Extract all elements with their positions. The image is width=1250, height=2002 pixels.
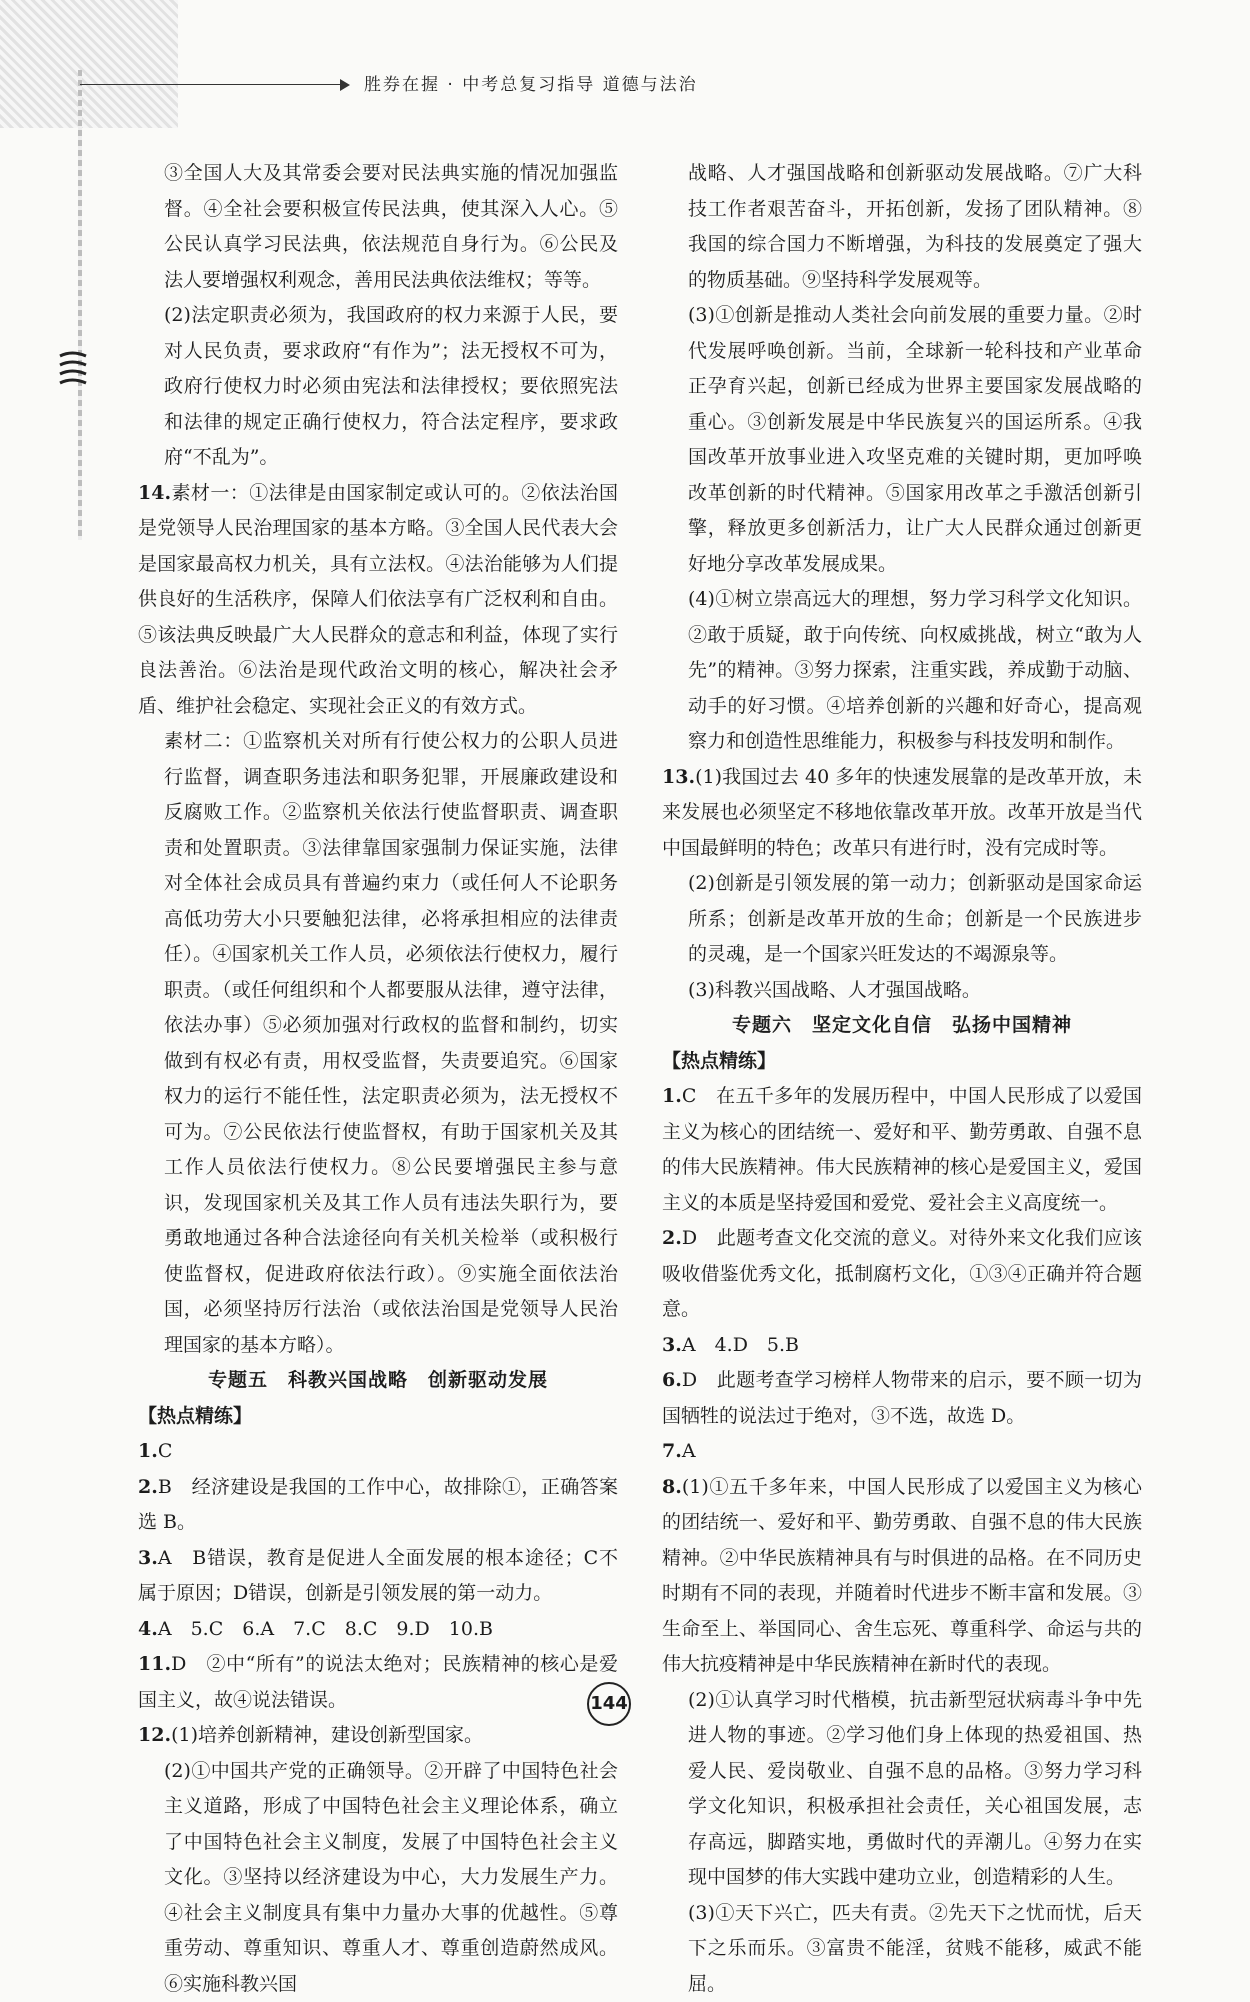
sub-answer-paragraph: (3)科教兴国战略、人才强国战略。 [662,973,1142,1009]
page-number: 144 [587,1682,631,1726]
sub-answer-paragraph: (2)创新是引领发展的第一动力；创新驱动是国家命运所系；创新是改革开放的生命；创新是一个民族进步的灵魂，是一个国家兴旺发达的不竭源泉等。 [662,866,1142,973]
books-icon [56,348,90,392]
sub-answer-paragraph: (3)①创新是推动人类社会向前发展的重要力量。②时代发展呼唤创新。当前，全球新一轮科技和产业革命正孕育兴起，创新已经成为世界主要国家发展战略的重心。③创新发展是中华民族复兴的国运所系。④我国改革开放事业进入攻坚克难的关键时期，更加呼唤改革创新的时代精神。⑤国家用改革之手激活创新引擎，释放更多创新活力，让广大人民群众通过创新更好地分享改革发展成果。 [662,298,1142,582]
answer-item [662,1434,1142,1470]
item-text: (1)我国过去 40 多年的快速发展靠的是改革开放，未来发展也必须坚定不移地依靠改革开放。改革开放是当代中国最鲜明的特色；改革只有进行时，没有完成时等。 [662,766,1142,859]
item-text: B 经济建设是我国的工作中心，故排除①，正确答案选 B。 [138,1476,618,1534]
item-number: 4. [138,1618,158,1640]
sub-answer-paragraph: (4)①树立崇高远大的理想，努力学习科学文化知识。②敢于质疑，敢于向传统、向权威挑战，树立“敢为人先”的精神。③努力探索，注重实践，养成勤于动脑、动手的好习惯。④培养创新的兴趣和好奇心，提高观察力和创造性思维能力，积极参与科技发明和制作。 [662,582,1142,760]
answer-item [662,1221,1142,1328]
item-text: (1)培养创新精神，建设创新型国家。 [171,1724,483,1746]
item-text: 素材一：①法律是由国家制定或认可的。②依法治国是党领导人民治理国家的基本方略。③全国人民代表大会是国家最高权力机关，具有立法权。④法治能够为人们提供良好的生活秩序，保障人们依法享有广泛权利和自由。⑤该法典反映最广大人民群众的意志和利益，体现了实行良法善治。⑥法治是现代政治文明的核心，解决社会矛盾、维护社会稳定、实现社会正义的有效方式。 [138,482,618,717]
answer-item [662,1079,1142,1221]
continued-paragraph: 战略、人才强国战略和创新驱动发展战略。⑦广大科技工作者艰苦奋斗，开拓创新，发扬了团队精神。⑧我国的综合国力不断增强，为科技的发展奠定了强大的物质基础。⑨坚持科学发展观等。 [662,156,1142,298]
answer-item [662,1470,1142,1683]
item-text: D ②中“所有”的说法太绝对；民族精神的核心是爱国主义，故④说法错误。 [138,1653,618,1711]
item-number: 3. [662,1334,682,1356]
item-number: 6. [662,1369,682,1391]
item-number: 7. [662,1440,682,1462]
left-column [138,156,618,2002]
item-text: D 此题考查学习榜样人物带来的启示，要不顾一切为国牺牲的说法过于绝对，③不选，故选 D。 [662,1369,1142,1427]
sub-answer-paragraph: (2)①中国共产党的正确领导。②开辟了中国特色社会主义道路，形成了中国特色社会主义理论体系，确立了中国特色社会主义制度，发展了中国特色社会主义文化。③坚持以经济建设为中心，大力发展生产力。④社会主义制度具有集中力量办大事的优越性。⑤尊重劳动、尊重知识、尊重人才、尊重创造蔚然成风。⑥实施科教兴国 [138,1754,618,2002]
right-column [662,156,1142,2002]
header-rule [80,84,340,85]
answer-item [138,1718,618,1754]
item-text: A [682,1440,696,1462]
header-arrow-icon [340,79,350,91]
item-text: A 5.C 6.A 7.C 8.C 9.D 10.B [158,1618,493,1640]
item-number: 1. [662,1085,682,1107]
corner-decoration [0,0,178,128]
item-number: 13. [662,766,695,788]
item-text: A 4.D 5.B [682,1334,799,1356]
answer-item [138,476,618,725]
item-number: 2. [662,1227,682,1249]
item-text: C 在五千多年的发展历程中，中国人民形成了以爱国主义为核心的团结统一、爱好和平、勤劳勇敢、自强不息的伟大民族精神。伟大民族精神的核心是爱国主义，爱国主义的本质是坚持爱国和爱党、爱社会主义高度统一。 [662,1085,1142,1214]
sub-answer-paragraph: 素材二：①监察机关对所有行使公权力的公职人员进行监督，调查职务违法和职务犯罪，开展廉政建设和反腐败工作。②监察机关依法行使监督职责、调查职责和处置职责。③法律靠国家强制力保证实施，法律对全体社会成员具有普遍约束力（或任何人不论职务高低功劳大小只要触犯法律，必将承担相应的法律责任）。④国家机关工作人员，必须依法行使权力，履行职责。（或任何组织和个人都要服从法律，遵守法律，依法办事）⑤必须加强对行政权的监督和制约，切实做到有权必有责，用权受监督，失责要追究。⑥国家权力的运行不能任性，法定职责必须为，法无授权不可为。⑦公民依法行使监督权，有助于国家机关及其工作人员依法行使权力。⑧公民要增强民主参与意识，发现国家机关及其工作人员有违法失职行为，要勇敢地通过各种合法途径向有关机关检举（或积极行使监督权，促进政府依法行政）。⑨实施全面依法治国，必须坚持厉行法治（或依法治国是党领导人民治理国家的基本方略）。 [138,724,618,1363]
subsection-label: 【热点精练】 [662,1044,1142,1080]
item-number: 14. [138,482,171,504]
margin-bar-decoration [78,70,82,540]
item-number: 1. [138,1440,158,1462]
sub-answer-paragraph: (2)①认真学习时代楷模，抗击新型冠状病毒斗争中先进人物的事迹。②学习他们身上体现的热爱祖国、热爱人民、爱岗敬业、自强不息的品格。③努力学习科学文化知识，积极承担社会责任，关心祖国发展，志存高远，脚踏实地，勇做时代的弄潮儿。④努力在实现中国梦的伟大实践中建功立业，创造精彩的人生。 [662,1683,1142,1896]
item-text: C [158,1440,173,1462]
item-number: 3. [138,1547,158,1569]
answer-item [138,1434,618,1470]
item-text: D 此题考查文化交流的意义。对待外来文化我们应该吸收借鉴优秀文化，抵制腐朽文化，①③④正确并符合题意。 [662,1227,1142,1320]
item-text: A B错误，教育是促进人全面发展的根本途径；C不属于原因；D错误，创新是引领发展的第一动力。 [138,1547,618,1605]
answer-item [662,1363,1142,1434]
sub-answer-paragraph: (3)①天下兴亡，匹夫有责。②先天下之忧而忧，后天下之乐而乐。③富贵不能淫，贫贱不能移，威武不能屈。 [662,1896,1142,2002]
continued-paragraph: ③全国人大及其常委会要对民法典实施的情况加强监督。④全社会要积极宣传民法典，使其深入人心。⑤公民认真学习民法典，依法规范自身行为。⑥公民及法人要增强权利观念，善用民法典依法维权；等等。 [138,156,618,298]
answer-item [662,760,1142,867]
section-heading: 专题六 坚定文化自信 弘扬中国精神 [662,1008,1142,1044]
item-number: 8. [662,1476,682,1498]
answer-item [138,1541,618,1612]
answer-item [138,1647,618,1718]
subsection-label: 【热点精练】 [138,1399,618,1435]
item-number: 11. [138,1653,171,1675]
running-header: 胜券在握 · 中考总复习指导 道德与法治 [364,70,698,95]
item-number: 2. [138,1476,158,1498]
section-heading: 专题五 科教兴国战略 创新驱动发展 [138,1363,618,1399]
item-text: (1)①五千多年来，中国人民形成了以爱国主义为核心的团结统一、爱好和平、勤劳勇敢、自强不息的伟大民族精神。②中华民族精神具有与时俱进的品格。在不同历史时期有不同的表现，并随着时代进步不断丰富和发展。③生命至上、举国同心、舍生忘死、尊重科学、命运与共的伟大抗疫精神是中华民族精神在新时代的表现。 [662,1476,1142,1676]
answer-item [138,1612,618,1648]
sub-answer-paragraph: (2)法定职责必须为，我国政府的权力来源于人民，要对人民负责，要求政府“有作为”；法无授权不可为，政府行使权力时必须由宪法和法律授权；要依照宪法和法律的规定正确行使权力，符合法定程序，要求政府“不乱为”。 [138,298,618,476]
answer-item [138,1470,618,1541]
item-number: 12. [138,1724,171,1746]
answer-item [662,1328,1142,1364]
